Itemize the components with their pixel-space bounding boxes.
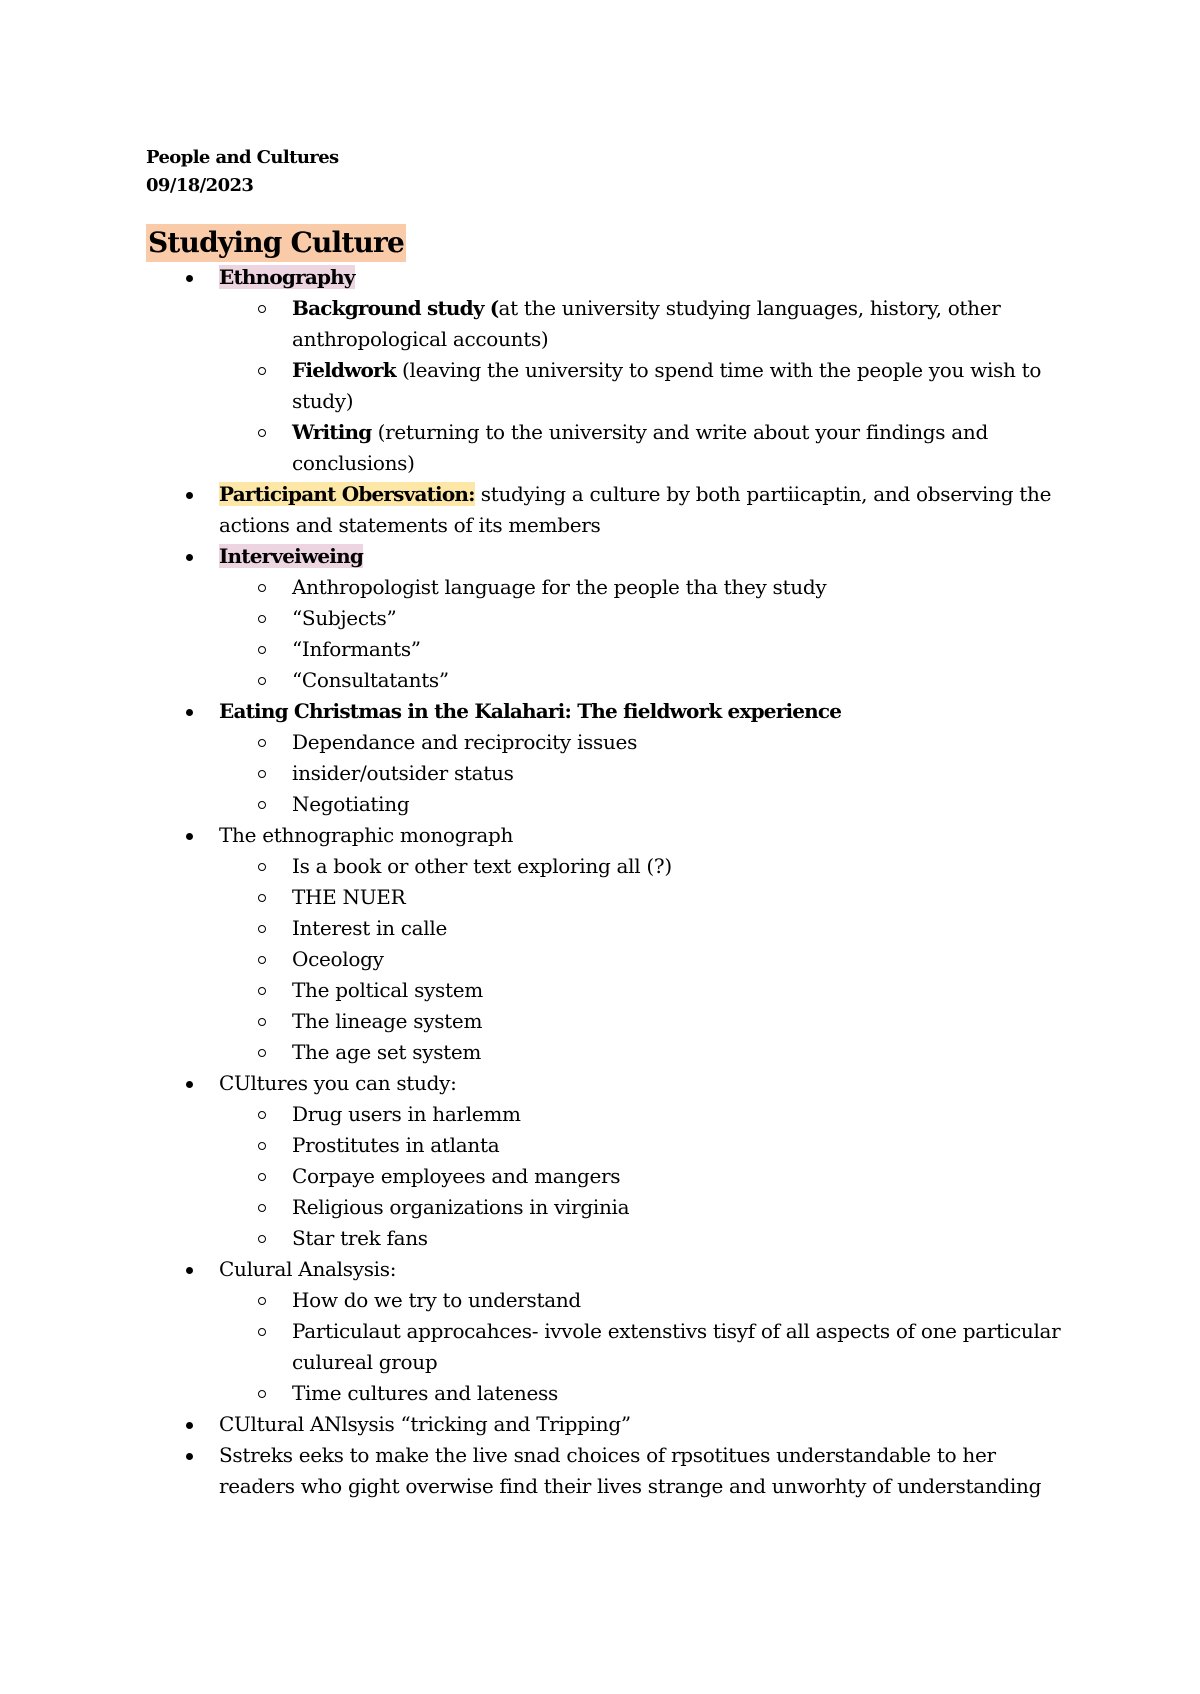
list-item: How do we try to understand (219, 1285, 1076, 1316)
text: at the university studying languages, history, other anthropological accounts) (292, 296, 1001, 351)
list-item: “Informants” (219, 634, 1076, 665)
list-item-christmas-kalahari (146, 696, 1076, 820)
analysis-label: Culural Analsysis: (219, 1257, 397, 1281)
notes-list (146, 262, 1076, 1502)
list-item: Corpaye employees and mangers (219, 1161, 1076, 1192)
monograph-sublist (219, 851, 1076, 1068)
cultures-label: CUltures you can study: (219, 1071, 457, 1095)
monograph-label: The ethnographic monograph (219, 823, 514, 847)
ethnography-sublist (219, 293, 1076, 479)
list-item: Time cultures and lateness (219, 1378, 1076, 1409)
list-item (219, 293, 1076, 355)
list-item: Negotiating (219, 789, 1076, 820)
list-item-sstreks: Sstreks eeks to make the live snad choices of rpsotitues understandable to her readers who gight overwise find their lives strange and unworhty of understanding (146, 1440, 1076, 1502)
list-item (219, 355, 1076, 417)
participant-text: studying a culture by both partiicaptin, and observing the actions and statements of its members (219, 482, 1052, 537)
term: Writing (292, 420, 378, 444)
list-item-participant-observation (146, 479, 1076, 541)
interviewing-label: Interveiweing (219, 544, 364, 568)
text: (returning to the university and write about your findings and conclusions) (292, 420, 989, 475)
list-item-cultural-analysis (146, 1254, 1076, 1409)
analysis-sublist (219, 1285, 1076, 1409)
christmas-label: Eating Christmas in the Kalahari: The fieldwork experience (219, 699, 842, 723)
participant-term: Participant Obersvation: (219, 482, 475, 506)
document-body (146, 144, 1076, 1502)
list-item: The age set system (219, 1037, 1076, 1068)
list-item: Religious organizations in virginia (219, 1192, 1076, 1223)
note-date: 09/18/2023 (146, 175, 254, 196)
term: Fieldwork (292, 358, 403, 382)
list-item: Oceology (219, 944, 1076, 975)
list-item: Particulaut approcahces- ivvole extenstivs tisyf of all aspects of one particular culureal group (219, 1316, 1076, 1378)
ethnography-label: Ethnography (219, 265, 355, 289)
section-heading: Studying Culture (146, 224, 406, 262)
list-item (219, 417, 1076, 479)
list-item: Interest in calle (219, 913, 1076, 944)
interviewing-sublist (219, 572, 1076, 696)
list-item: Star trek fans (219, 1223, 1076, 1254)
list-item: THE NUER (219, 882, 1076, 913)
list-item: “Subjects” (219, 603, 1076, 634)
course-title: People and Cultures (146, 147, 339, 168)
list-item: Anthropologist language for the people tha they study (219, 572, 1076, 603)
term: Background study ( (292, 296, 499, 320)
christmas-sublist (219, 727, 1076, 820)
list-item-ethnography (146, 262, 1076, 479)
list-item: Dependance and reciprocity issues (219, 727, 1076, 758)
list-item: insider/outsider status (219, 758, 1076, 789)
list-item: Is a book or other text exploring all (?) (219, 851, 1076, 882)
list-item: The lineage system (219, 1006, 1076, 1037)
list-item: Prostitutes in atlanta (219, 1130, 1076, 1161)
list-item-interviewing (146, 541, 1076, 696)
list-item-tricking: CUltural ANlsysis “tricking and Tripping” (146, 1409, 1076, 1440)
text: (leaving the university to spend time with the people you wish to study) (292, 358, 1042, 413)
cultures-sublist (219, 1099, 1076, 1254)
list-item: “Consultatants” (219, 665, 1076, 696)
list-item-cultures (146, 1068, 1076, 1254)
list-item: The poltical system (219, 975, 1076, 1006)
list-item-monograph (146, 820, 1076, 1068)
list-item: Drug users in harlemm (219, 1099, 1076, 1130)
